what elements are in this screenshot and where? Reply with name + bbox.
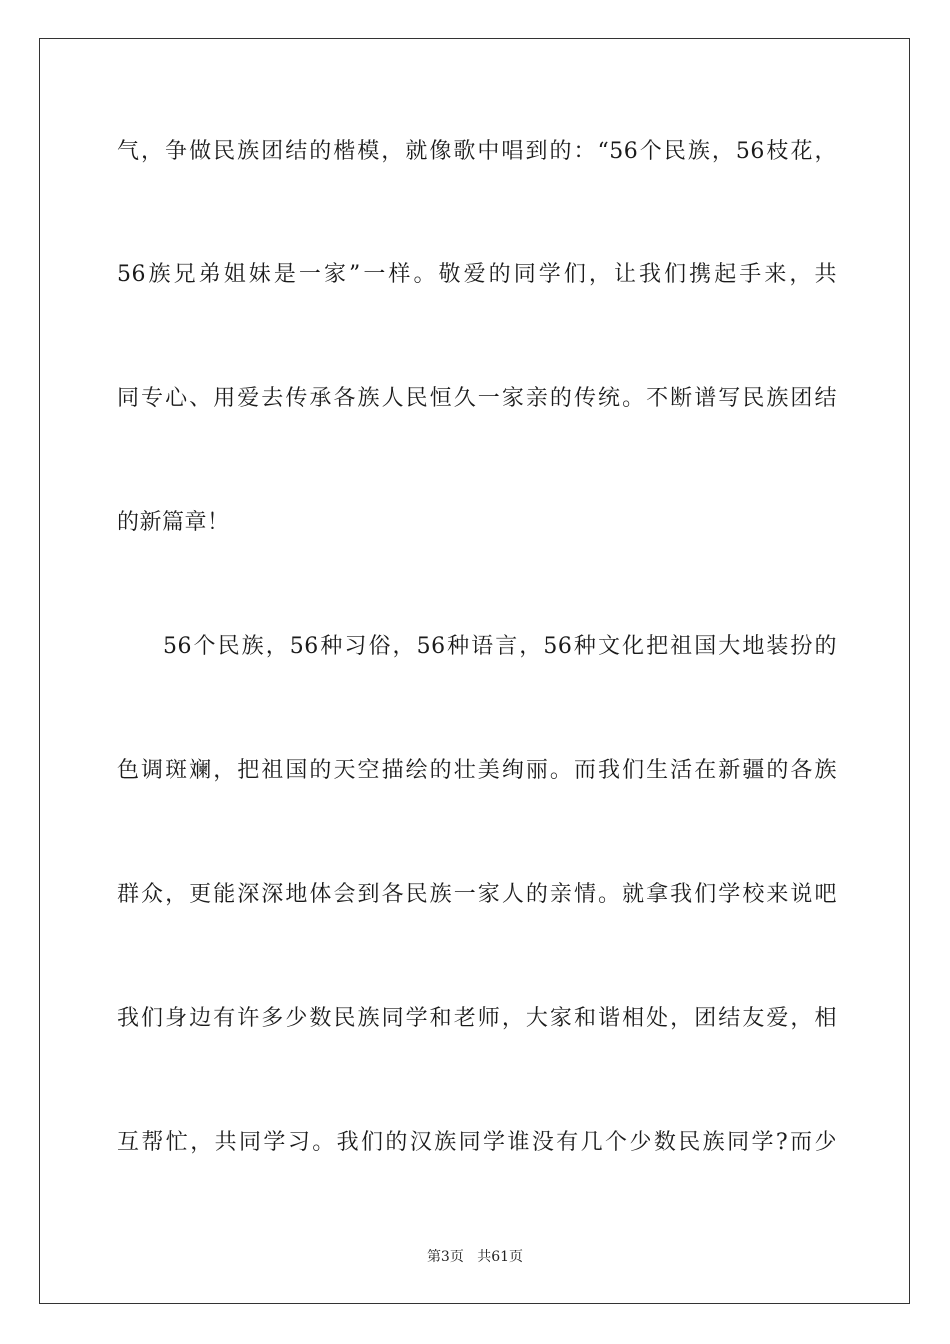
text-line-3: 同专心、用爱去传承各族人民恒久一家亲的传统。不断谱写民族团结: [117, 386, 837, 411]
page-border: [39, 38, 910, 1304]
text-line-1: 气，争做民族团结的楷模，就像歌中唱到的：“56个民族，56枝花，: [117, 139, 837, 164]
footer-gap: [464, 1249, 477, 1265]
page-number: 第3页: [426, 1249, 464, 1265]
text-line-8: 我们身边有许多少数民族同学和老师，大家和谐相处，团结友爱，相: [117, 1006, 837, 1031]
text-line-5: 56个民族，56种习俗，56种语言，56种文化把祖国大地装扮的: [163, 634, 837, 659]
text-line-2: 56族兄弟姐妹是一家”一样。敬爱的同学们，让我们携起手来，共: [117, 262, 837, 287]
text-line-4: 的新篇章！: [117, 510, 230, 535]
page-footer: [0, 1246, 950, 1266]
text-line-7: 群众，更能深深地体会到各民族一家人的亲情。就拿我们学校来说吧: [117, 882, 837, 907]
text-line-6: 色调斑斓，把祖国的天空描绘的壮美绚丽。而我们生活在新疆的各族: [117, 758, 837, 783]
total-pages: 共61页: [477, 1249, 524, 1265]
text-line-9: 互帮忙，共同学习。我们的汉族同学谁没有几个少数民族同学?而少: [117, 1130, 837, 1155]
